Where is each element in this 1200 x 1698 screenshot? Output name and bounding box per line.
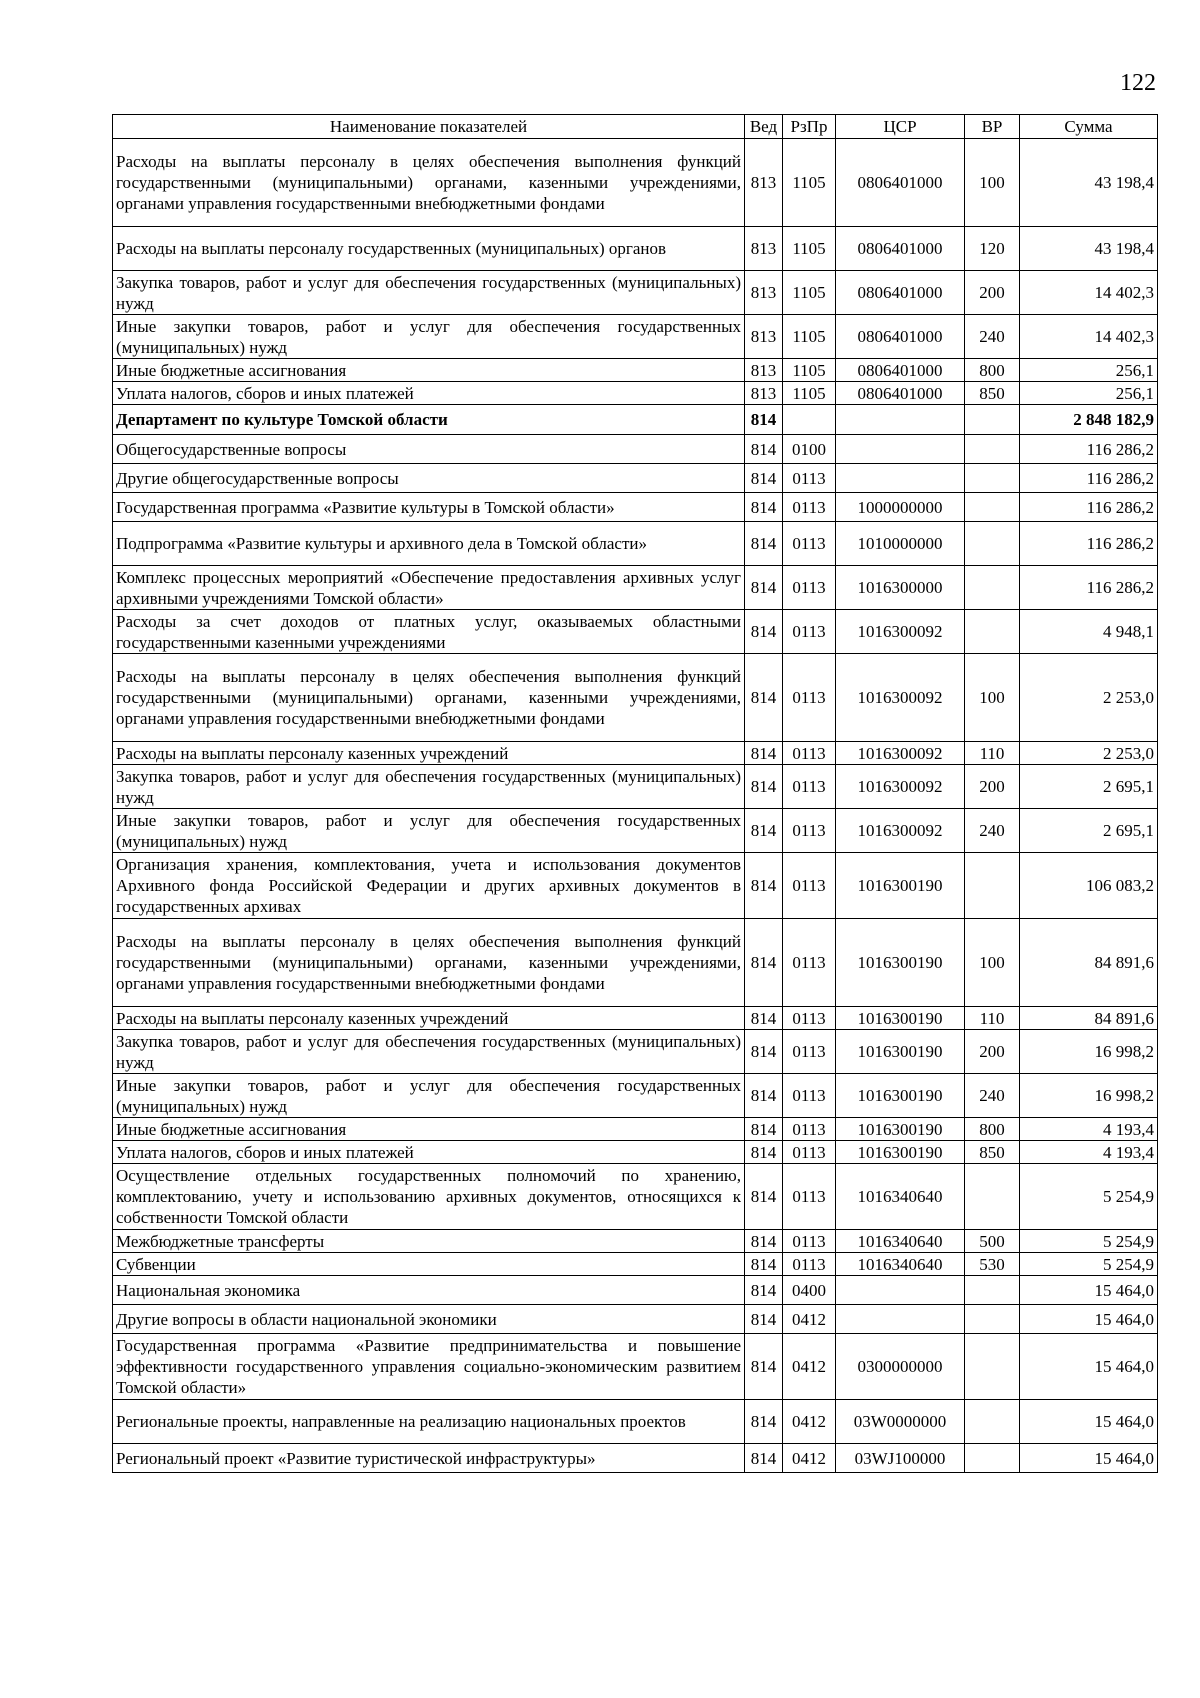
table-row [113,382,1158,405]
cell-vr: 240 [965,1074,1020,1118]
cell-sum: 4 193,4 [1020,1118,1158,1141]
cell-name: Региональные проекты, направленные на реализацию национальных проектов [113,1400,745,1444]
cell-ved: 814 [745,1400,783,1444]
table-row [113,522,1158,566]
cell-ved: 814 [745,1030,783,1074]
cell-ved: 814 [745,654,783,742]
cell-rzpr: 0113 [783,1118,836,1141]
cell-sum: 2 848 182,9 [1020,405,1158,435]
cell-name: Иные бюджетные ассигнования [113,1118,745,1141]
cell-rzpr: 0113 [783,765,836,809]
cell-rzpr: 1105 [783,271,836,315]
cell-rzpr: 0412 [783,1444,836,1473]
table-row [113,405,1158,435]
cell-rzpr: 0113 [783,1007,836,1030]
cell-rzpr: 1105 [783,315,836,359]
cell-sum: 5 254,9 [1020,1253,1158,1276]
cell-vr [965,435,1020,464]
cell-name: Межбюджетные трансферты [113,1230,745,1253]
cell-ved: 814 [745,853,783,919]
cell-name: Расходы на выплаты персоналу казенных учреждений [113,742,745,765]
cell-sum: 256,1 [1020,359,1158,382]
cell-csr: 0806401000 [836,271,965,315]
cell-ved: 814 [745,765,783,809]
cell-ved: 814 [745,1444,783,1473]
cell-rzpr: 1105 [783,139,836,227]
cell-csr [836,464,965,493]
table-row [113,1230,1158,1253]
table-row [113,359,1158,382]
cell-csr [836,1276,965,1305]
table-row [113,315,1158,359]
cell-rzpr: 0113 [783,610,836,654]
cell-ved: 814 [745,1007,783,1030]
cell-rzpr: 1105 [783,227,836,271]
cell-vr [965,610,1020,654]
cell-vr [965,405,1020,435]
cell-csr: 1016300190 [836,1007,965,1030]
cell-rzpr: 0113 [783,464,836,493]
cell-ved: 814 [745,566,783,610]
cell-name: Закупка товаров, работ и услуг для обеспечения государственных (муниципальных) нужд [113,271,745,315]
cell-name: Закупка товаров, работ и услуг для обеспечения государственных (муниципальных) нужд [113,765,745,809]
table-row [113,227,1158,271]
cell-vr [965,493,1020,522]
cell-vr [965,1444,1020,1473]
cell-csr: 03WJ100000 [836,1444,965,1473]
table-row [113,1334,1158,1400]
cell-name: Расходы за счет доходов от платных услуг, оказываемых областными государственными казенными учреждениями [113,610,745,654]
cell-sum: 16 998,2 [1020,1030,1158,1074]
header-csr: ЦСР [836,115,965,139]
cell-vr: 110 [965,742,1020,765]
cell-rzpr: 0113 [783,853,836,919]
table-row [113,464,1158,493]
cell-name: Иные бюджетные ассигнования [113,359,745,382]
cell-csr: 0300000000 [836,1334,965,1400]
cell-vr [965,1334,1020,1400]
cell-ved: 813 [745,271,783,315]
cell-name: Подпрограмма «Развитие культуры и архивного дела в Томской области» [113,522,745,566]
cell-vr [965,853,1020,919]
cell-sum: 15 464,0 [1020,1400,1158,1444]
cell-ved: 813 [745,382,783,405]
cell-sum: 84 891,6 [1020,919,1158,1007]
cell-sum: 15 464,0 [1020,1305,1158,1334]
cell-rzpr: 0113 [783,1141,836,1164]
cell-sum: 84 891,6 [1020,1007,1158,1030]
cell-csr: 1016300190 [836,919,965,1007]
cell-sum: 43 198,4 [1020,139,1158,227]
cell-rzpr: 0100 [783,435,836,464]
cell-csr: 0806401000 [836,315,965,359]
cell-name: Расходы на выплаты персоналу в целях обеспечения выполнения функций государственными (муниципальными) органами, казенными учреждениями, органами управления государственными внебюджетными фондами [113,654,745,742]
cell-sum: 116 286,2 [1020,464,1158,493]
cell-name: Национальная экономика [113,1276,745,1305]
cell-name: Расходы на выплаты персоналу в целях обеспечения выполнения функций государственными (муниципальными) органами, казенными учреждениями, органами управления государственными внебюджетными фондами [113,919,745,1007]
table-row [113,435,1158,464]
table-row [113,853,1158,919]
cell-sum: 4 948,1 [1020,610,1158,654]
cell-sum: 43 198,4 [1020,227,1158,271]
cell-ved: 814 [745,1118,783,1141]
cell-ved: 814 [745,1334,783,1400]
cell-ved: 814 [745,809,783,853]
table-row [113,1118,1158,1141]
cell-csr: 03W0000000 [836,1400,965,1444]
cell-vr: 200 [965,1030,1020,1074]
cell-ved: 814 [745,919,783,1007]
table-row [113,1253,1158,1276]
cell-csr: 1016300190 [836,853,965,919]
cell-rzpr: 0113 [783,1230,836,1253]
cell-name: Комплекс процессных мероприятий «Обеспечение предоставления архивных услуг архивными учреждениями Томской области» [113,566,745,610]
cell-rzpr: 0412 [783,1400,836,1444]
cell-rzpr: 1105 [783,382,836,405]
cell-vr: 110 [965,1007,1020,1030]
budget-table [112,114,1158,1473]
cell-rzpr: 0113 [783,522,836,566]
cell-name: Региональный проект «Развитие туристической инфраструктуры» [113,1444,745,1473]
table-header-row [113,115,1158,139]
cell-csr: 1016300190 [836,1074,965,1118]
cell-sum: 256,1 [1020,382,1158,405]
cell-rzpr: 0400 [783,1276,836,1305]
cell-csr: 1016300190 [836,1118,965,1141]
cell-sum: 2 695,1 [1020,809,1158,853]
cell-sum: 5 254,9 [1020,1164,1158,1230]
cell-sum: 116 286,2 [1020,522,1158,566]
table-row [113,654,1158,742]
cell-rzpr: 0113 [783,654,836,742]
cell-csr: 1016300092 [836,742,965,765]
cell-sum: 14 402,3 [1020,315,1158,359]
cell-rzpr: 0113 [783,742,836,765]
cell-ved: 814 [745,522,783,566]
cell-rzpr: 0113 [783,1253,836,1276]
cell-rzpr: 0113 [783,493,836,522]
cell-vr: 200 [965,271,1020,315]
cell-vr: 200 [965,765,1020,809]
cell-ved: 814 [745,1253,783,1276]
table-body [113,139,1158,1473]
cell-name: Расходы на выплаты персоналу государственных (муниципальных) органов [113,227,745,271]
cell-csr: 1016340640 [836,1253,965,1276]
cell-rzpr: 0113 [783,809,836,853]
table-row [113,1007,1158,1030]
cell-name: Уплата налогов, сборов и иных платежей [113,1141,745,1164]
cell-vr: 530 [965,1253,1020,1276]
cell-ved: 814 [745,405,783,435]
cell-sum: 5 254,9 [1020,1230,1158,1253]
cell-csr [836,405,965,435]
cell-name: Департамент по культуре Томской области [113,405,745,435]
cell-ved: 814 [745,1074,783,1118]
cell-name: Закупка товаров, работ и услуг для обеспечения государственных (муниципальных) нужд [113,1030,745,1074]
cell-csr [836,1305,965,1334]
cell-vr: 100 [965,139,1020,227]
cell-sum: 4 193,4 [1020,1141,1158,1164]
cell-vr: 800 [965,1118,1020,1141]
table-row [113,1030,1158,1074]
cell-ved: 814 [745,493,783,522]
cell-rzpr: 0412 [783,1334,836,1400]
cell-vr [965,1400,1020,1444]
cell-name: Организация хранения, комплектования, учета и использования документов Архивного фонда Российской Федерации и других архивных документов в государственных архивах [113,853,745,919]
header-sum: Сумма [1020,115,1158,139]
cell-sum: 116 286,2 [1020,435,1158,464]
cell-sum: 15 464,0 [1020,1444,1158,1473]
cell-csr: 1016300092 [836,654,965,742]
cell-name: Государственная программа «Развитие предпринимательства и повышение эффективности государственного управления социально-экономическим развитием Томской области» [113,1334,745,1400]
cell-sum: 14 402,3 [1020,271,1158,315]
cell-vr: 100 [965,919,1020,1007]
cell-sum: 106 083,2 [1020,853,1158,919]
cell-sum: 15 464,0 [1020,1276,1158,1305]
cell-vr: 240 [965,315,1020,359]
table-row [113,1074,1158,1118]
cell-rzpr: 0113 [783,1074,836,1118]
cell-rzpr: 0412 [783,1305,836,1334]
table-row [113,493,1158,522]
cell-ved: 814 [745,610,783,654]
cell-sum: 116 286,2 [1020,566,1158,610]
table-row [113,1164,1158,1230]
table-row [113,610,1158,654]
table-row [113,1276,1158,1305]
cell-ved: 814 [745,1305,783,1334]
cell-name: Субвенции [113,1253,745,1276]
cell-csr: 1016300092 [836,809,965,853]
cell-ved: 814 [745,464,783,493]
cell-name: Общегосударственные вопросы [113,435,745,464]
cell-ved: 813 [745,227,783,271]
table-row [113,1141,1158,1164]
cell-csr: 0806401000 [836,359,965,382]
cell-ved: 813 [745,139,783,227]
page-number: 122 [1120,70,1156,96]
cell-ved: 814 [745,1141,783,1164]
cell-name: Другие вопросы в области национальной экономики [113,1305,745,1334]
cell-csr: 1016300000 [836,566,965,610]
cell-vr [965,1276,1020,1305]
cell-csr: 1016340640 [836,1164,965,1230]
cell-rzpr: 0113 [783,566,836,610]
cell-sum: 2 253,0 [1020,742,1158,765]
cell-csr: 0806401000 [836,382,965,405]
cell-rzpr: 0113 [783,1164,836,1230]
cell-name: Иные закупки товаров, работ и услуг для обеспечения государственных (муниципальных) нужд [113,809,745,853]
cell-csr: 1010000000 [836,522,965,566]
cell-sum: 2 695,1 [1020,765,1158,809]
cell-name: Расходы на выплаты персоналу казенных учреждений [113,1007,745,1030]
cell-csr: 0806401000 [836,139,965,227]
header-vr: ВР [965,115,1020,139]
cell-name: Иные закупки товаров, работ и услуг для обеспечения государственных (муниципальных) нужд [113,315,745,359]
table-row [113,1444,1158,1473]
cell-vr: 120 [965,227,1020,271]
cell-sum: 2 253,0 [1020,654,1158,742]
cell-vr: 240 [965,809,1020,853]
cell-csr: 1016340640 [836,1230,965,1253]
cell-ved: 814 [745,1164,783,1230]
cell-rzpr: 1105 [783,359,836,382]
header-name: Наименование показателей [113,115,745,139]
cell-rzpr: 0113 [783,1030,836,1074]
table-row [113,566,1158,610]
cell-csr: 1000000000 [836,493,965,522]
cell-csr [836,435,965,464]
cell-name: Государственная программа «Развитие культуры в Томской области» [113,493,745,522]
cell-name: Осуществление отдельных государственных полномочий по хранению, комплектованию, учету и использованию архивных документов, относящихся к собственности Томской области [113,1164,745,1230]
cell-vr: 850 [965,382,1020,405]
cell-ved: 814 [745,435,783,464]
table-row [113,1305,1158,1334]
cell-ved: 813 [745,315,783,359]
cell-vr [965,1305,1020,1334]
cell-vr [965,522,1020,566]
cell-vr: 100 [965,654,1020,742]
cell-sum: 116 286,2 [1020,493,1158,522]
cell-rzpr: 0113 [783,919,836,1007]
table-row [113,271,1158,315]
cell-name: Иные закупки товаров, работ и услуг для обеспечения государственных (муниципальных) нужд [113,1074,745,1118]
table-row [113,809,1158,853]
cell-csr: 0806401000 [836,227,965,271]
table-row [113,919,1158,1007]
cell-vr [965,1164,1020,1230]
cell-sum: 16 998,2 [1020,1074,1158,1118]
table-row [113,139,1158,227]
cell-vr: 500 [965,1230,1020,1253]
table-row [113,742,1158,765]
cell-rzpr [783,405,836,435]
cell-vr: 850 [965,1141,1020,1164]
cell-csr: 1016300092 [836,765,965,809]
cell-csr: 1016300190 [836,1141,965,1164]
cell-vr [965,566,1020,610]
cell-name: Уплата налогов, сборов и иных платежей [113,382,745,405]
table-row [113,1400,1158,1444]
cell-sum: 15 464,0 [1020,1334,1158,1400]
cell-ved: 814 [745,1230,783,1253]
cell-csr: 1016300092 [836,610,965,654]
cell-csr: 1016300190 [836,1030,965,1074]
cell-vr: 800 [965,359,1020,382]
cell-ved: 813 [745,359,783,382]
header-ved: Вед [745,115,783,139]
cell-name: Расходы на выплаты персоналу в целях обеспечения выполнения функций государственными (муниципальными) органами, казенными учреждениями, органами управления государственными внебюджетными фондами [113,139,745,227]
table-row [113,765,1158,809]
cell-vr [965,464,1020,493]
cell-ved: 814 [745,742,783,765]
cell-ved: 814 [745,1276,783,1305]
header-rzpr: РзПр [783,115,836,139]
cell-name: Другие общегосударственные вопросы [113,464,745,493]
